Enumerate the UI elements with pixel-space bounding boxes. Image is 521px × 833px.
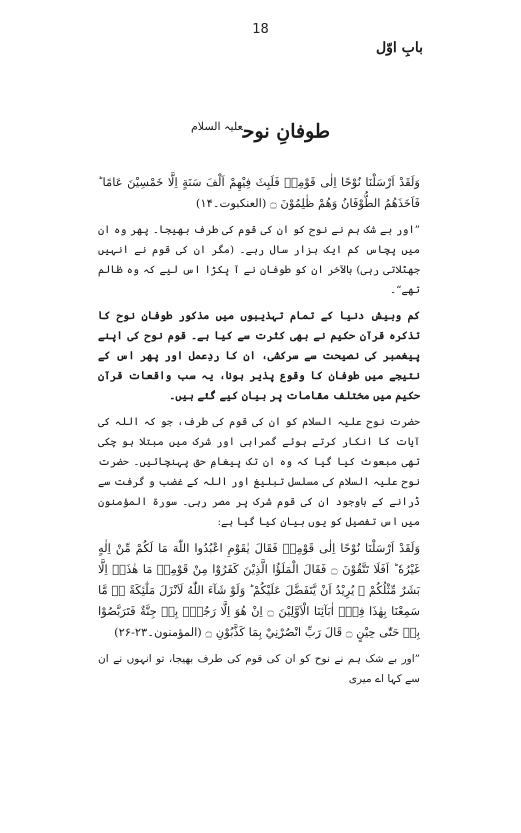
verse-translation-1: ”اور بے شک ہم نے نوح کو ان کی قوم کی طرف بھیجا۔ پھر وہ ان میں پچاس کم ایک ہزار سال رہے۔ (مگر ان کی قوم نے انہیں جھٹلاتی رہی) بالآخر ان کو طوفان نے آ پکڑا اس لیے کہ وہ ظالم تھے“۔: [98, 224, 420, 296]
quran-verse-ankabut: وَلَقَدْ اَرْسَلْنَا نُوْحًا اِلٰی قَوْمِهٖ فَلَبِثَ فِيْهِمْ اَلْفَ سَنَةٍ اِلَّا خَمْسِيْنَ عَامًا ؕ فَاَخَذَهُمُ الطُّوْفَانُ وَهُمْ ظٰلِمُوْنَ ۝ (العنکبوت۔۱۴): [98, 175, 420, 210]
paragraph-intro: کم وبیش دنیا کے تمام تہذیبوں میں مذکور طوفانِ نوح کا تذکرہ قرآن حکیم نے بھی کثرت سے کیا ہے۔ قوم نوح کی اپنے پیغمبر کی نصیحت سے سرکشی، ان کا ردِعمل اور پھر اس کے نتیجے میں طوفان کا وقوع پذیر ہونا، یہ سب واقعات قرآن حکیم میں مختلف مقامات پر بیان کیے گئے ہیں۔: [98, 310, 420, 402]
honorific-mark: علیہ السلام: [190, 120, 243, 133]
chapter-heading: بابِ اوّل: [375, 40, 423, 56]
verse-translation-2: ”اور بے شک ہم نے نوح کو ان کی قوم کی طرف بھیجا، تو انہوں نے ان سے کہا اے میری: [98, 653, 420, 685]
page-title: [0, 120, 521, 142]
page-number: 18: [252, 22, 269, 37]
body-text: [98, 172, 420, 695]
quran-verse-muminun: وَلَقَدْ اَرْسَلْنَا نُوْحًا اِلٰی قَوْمِهٖ فَقَالَ یٰقَوْمِ اعْبُدُوا اللّٰهَ مَا لَكُمْ مِّنْ اِلٰهٍ غَيْرُهٗ ؕ اَفَلَا تَتَّقُوْنَ ۝ فَقَالَ الْمَلَؤُا الَّذِيْنَ كَفَرُوْا مِنْ قَوْمِهٖ مَا هٰذَاۤ اِلَّا بَشَرٌ مِّثْلُكُمْ ۙ يُرِيْدُ اَنْ يَّتَفَضَّلَ عَلَيْكُمْ ؕ وَلَوْ شَآءَ اللّٰهُ لَاَنْزَلَ مَلٰٓئِكَةً ۚۖ مَّا سَمِعْنَا بِهٰذَا فِيْۤ اٰبَآئِنَا الْاَوَّلِيْنَ ۝ اِنْ هُوَ اِلَّا رَجُلٌۢ بِهٖ جِنَّةٌ فَتَرَبَّصُوْا بِهٖ حَتّٰى حِيْنٍ ۝ قَالَ رَبِّ انْصُرْنِيْ بِمَا كَذَّبُوْنِ ۝ (المؤمنون۔۲۳-۲۶): [98, 541, 420, 639]
paragraph-context: حضرت نوح علیہ السلام کو ان کی قوم کی طرف، جو کہ اللہ کی آیات کا انکار کرتے ہوئے گمراہی اور شرک میں مبتلا ہو چکی تھی مبعوث کیا گیا کہ وہ ان تک پیغامِ حق پہنچائیں۔ حضرت نوح علیہ السلام کی مسلسل تبلیغ اور اللہ کے غضب و گرفت سے ڈرانے کے باوجود ان کی قوم شرک پر مصر رہی۔ سورۃ المؤمنون میں اس تفصیل کو یوں بیان کیا گیا ہے:: [98, 416, 420, 528]
title-text: طوفانِ نوح: [242, 120, 331, 143]
